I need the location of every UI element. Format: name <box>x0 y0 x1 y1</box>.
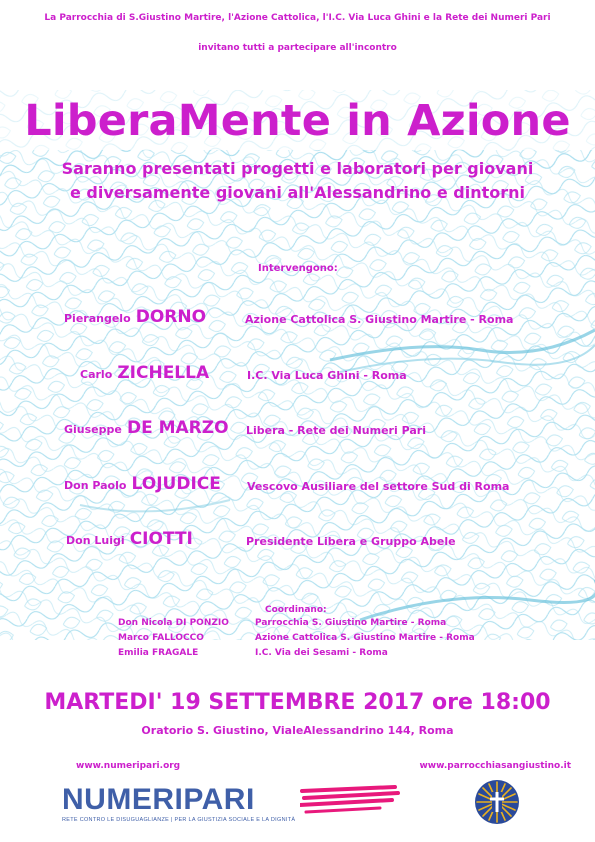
speaker-first-name: Carlo <box>80 368 113 381</box>
logo-brush-stripes-icon <box>300 783 400 817</box>
speaker-name <box>64 307 206 327</box>
coordinators-heading: Coordinano: <box>265 605 327 615</box>
speaker-name <box>80 363 209 383</box>
coordinator-role: I.C. Via dei Sesami - Roma <box>255 648 388 658</box>
event-date: MARTEDI' 19 SETTEMBRE 2017 ore 18:00 <box>44 690 551 715</box>
website-left-link[interactable]: www.numeripari.org <box>76 761 181 771</box>
event-venue: Oratorio S. Giustino, VialeAlessandrino 144, Roma <box>141 724 454 737</box>
speaker-first-name: Giuseppe <box>64 423 122 436</box>
speaker-first-name: Don Luigi <box>66 534 125 547</box>
speaker-role: Presidente Libera e Gruppo Abele <box>246 535 456 548</box>
coordinator-name: Don Nicola DI PONZIO <box>118 618 229 628</box>
event-subtitle <box>0 157 595 205</box>
speaker-last-name: ZICHELLA <box>117 363 210 383</box>
subtitle-line-1: Saranno presentati progetti e laboratori per giovani <box>61 159 534 178</box>
website-right-link[interactable]: www.parrocchiasangiustino.it <box>419 761 571 771</box>
speaker-role: Azione Cattolica S. Giustino Martire - Roma <box>245 313 514 326</box>
numeripari-tagline: RETE CONTRO LE DISUGUAGLIANZE | PER LA GIUSTIZIA SOCIALE E LA DIGNITÀ <box>62 817 296 823</box>
speaker-name <box>64 474 221 494</box>
speaker-last-name: LOJUDICE <box>131 474 221 494</box>
speaker-name <box>64 418 229 438</box>
coordinator-role: Azione Cattolica S. Giustino Martire - Roma <box>255 633 475 643</box>
speaker-first-name: Pierangelo <box>64 312 131 325</box>
speaker-role: I.C. Via Luca Ghini - Roma <box>247 369 407 382</box>
speaker-first-name: Don Paolo <box>64 479 127 492</box>
speaker-last-name: DE MARZO <box>126 418 229 438</box>
speaker-role: Vescovo Ausiliare del settore Sud di Roma <box>247 480 510 493</box>
speaker-last-name: DORNO <box>135 307 207 327</box>
subtitle-line-2: e diversamente giovani all'Alessandrino e dintorni <box>70 183 525 202</box>
coordinator-role: Parrocchia S. Giustino Martire - Roma <box>255 618 447 628</box>
event-title: LiberaMente in Azione <box>24 96 571 146</box>
speaker-last-name: CIOTTI <box>129 529 193 549</box>
speaker-role: Libera - Rete dei Numeri Pari <box>246 424 426 437</box>
azione-cattolica-emblem-icon <box>473 778 521 826</box>
speakers-heading: Intervengono: <box>258 263 338 274</box>
coordinator-name: Emilia FRAGALE <box>118 648 199 658</box>
invite-line: invitano tutti a partecipare all'incontro <box>198 43 397 53</box>
coordinator-name: Marco FALLOCCO <box>118 633 204 643</box>
organizers-line: La Parrocchia di S.Giustino Martire, l'Azione Cattolica, l'I.C. Via Luca Ghini e la Rete dei Numeri Pari <box>44 13 551 23</box>
speaker-name <box>66 529 193 549</box>
numeripari-logo: NUMERIPARI <box>62 783 255 816</box>
